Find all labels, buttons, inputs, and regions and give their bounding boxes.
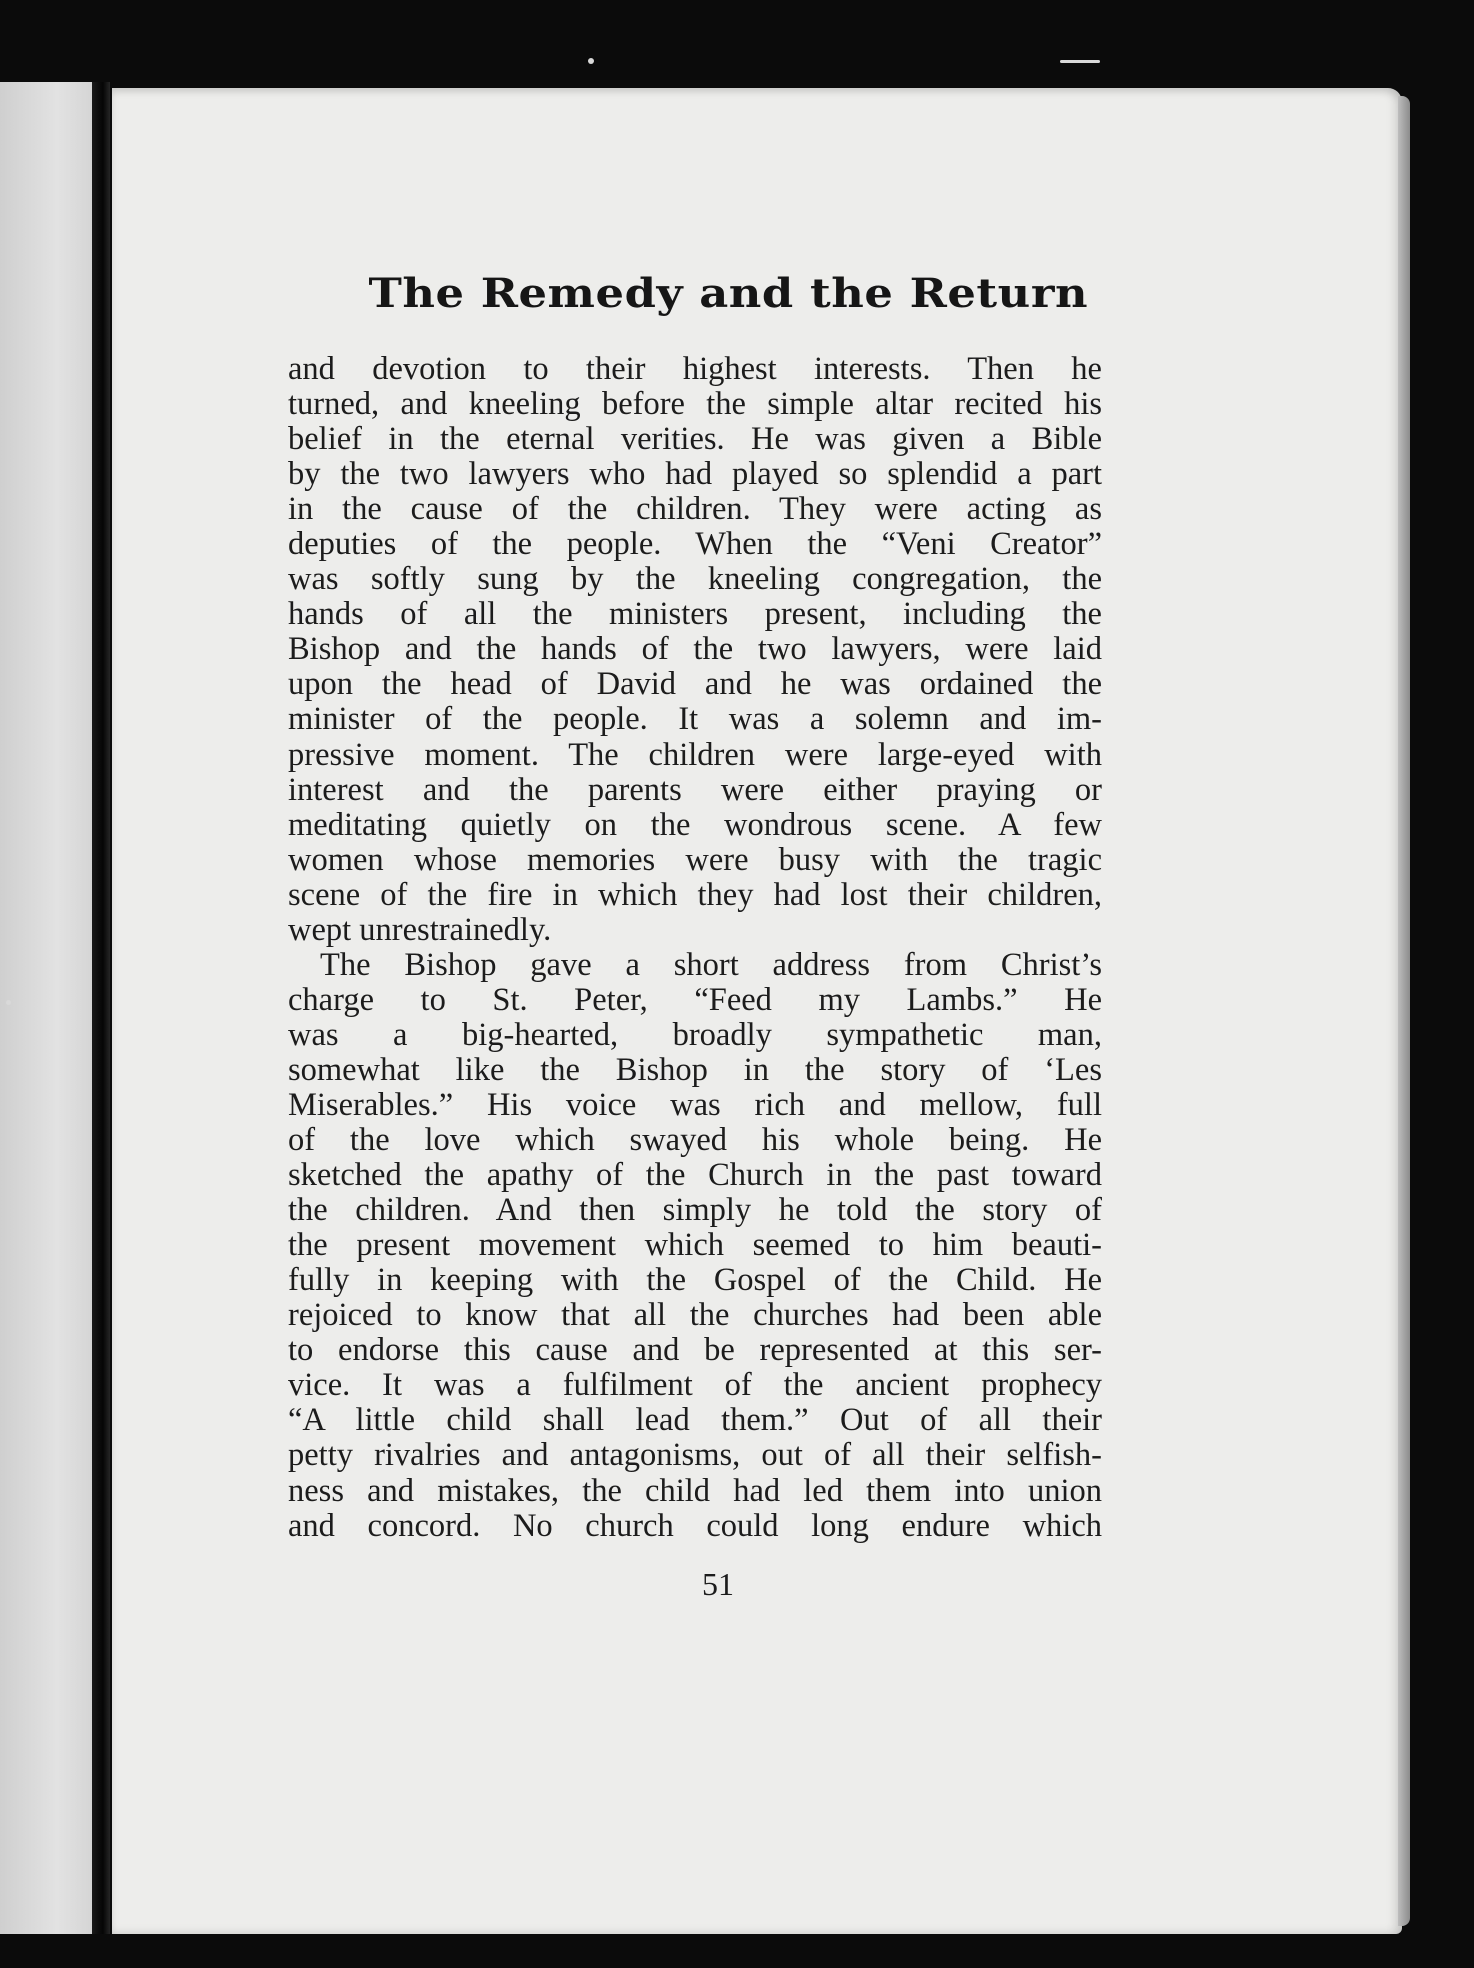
scan-speck (1060, 60, 1100, 63)
text-line: pressive moment. The children were large-eyed with (288, 736, 1102, 773)
text-line: in the cause of the children. They were acting as (288, 491, 1102, 528)
text-line: sketched the apathy of the Church in the past toward (288, 1157, 1102, 1194)
scan-speck (588, 58, 594, 64)
text-line: meditating quietly on the wondrous scene. A few (288, 806, 1102, 843)
text-line: the children. And then simply he told the story of (288, 1192, 1102, 1229)
text-line: and devotion to their highest interests. Then he (288, 351, 1102, 387)
text-line: belief in the eternal verities. He was given a Bible (288, 421, 1102, 458)
text-line: The Bishop gave a short address from Christ’s (320, 946, 1102, 983)
text-line: Miserables.” His voice was rich and mellow, full (288, 1086, 1102, 1123)
running-head (0, 270, 1474, 317)
text-line: rejoiced to know that all the churches had been able (288, 1297, 1102, 1334)
page-edge (1398, 96, 1410, 1926)
text-line: turned, and kneeling before the simple altar recited his (288, 386, 1102, 423)
text-line: hands of all the ministers present, including the (288, 596, 1102, 633)
text-line: minister of the people. It was a solemn and im- (288, 701, 1102, 738)
scan-speck (6, 1000, 11, 1005)
text-line: Bishop and the hands of the two lawyers, were laid (288, 631, 1102, 668)
text-line: the present movement which seemed to him beauti- (288, 1227, 1102, 1264)
text-line: upon the head of David and he was ordained the (288, 666, 1102, 703)
facing-page-edge (0, 82, 95, 1934)
running-head-text: The Remedy and the Return (368, 270, 1088, 317)
text-line: to endorse this cause and be represented at this ser- (288, 1332, 1102, 1369)
book-gutter (92, 82, 110, 1934)
text-line: vice. It was a fulfilment of the ancient prophecy (288, 1367, 1102, 1404)
text-line: somewhat like the Bishop in the story of ‘Les (288, 1051, 1102, 1088)
text-line: wept unrestrainedly. (288, 911, 552, 948)
text-line: fully in keeping with the Gospel of the Child. He (288, 1262, 1102, 1299)
text-line: petty rivalries and antagonisms, out of all their selfish- (288, 1437, 1102, 1474)
text-line: ness and mistakes, the child had led them into union (288, 1472, 1102, 1509)
page-number-text: 51 (702, 1566, 734, 1602)
body-text (288, 352, 1102, 1544)
text-line: charge to St. Peter, “Feed my Lambs.” He (288, 981, 1102, 1018)
text-line: by the two lawyers who had played so splendid a part (288, 456, 1102, 493)
text-line: deputies of the people. When the “Veni Creator” (288, 526, 1102, 563)
text-line: was softly sung by the kneeling congregation, the (288, 561, 1102, 598)
text-line: “A little child shall lead them.” Out of all their (288, 1402, 1102, 1439)
text-line: women whose memories were busy with the tragic (288, 841, 1102, 878)
page-number (0, 1566, 1474, 1603)
text-line: was a big-hearted, broadly sympathetic man, (288, 1016, 1102, 1053)
text-line: interest and the parents were either praying or (288, 771, 1102, 808)
text-line: scene of the fire in which they had lost their children, (288, 876, 1102, 913)
text-line: of the love which swayed his whole being. He (288, 1122, 1102, 1159)
text-line: and concord. No church could long endure which (288, 1507, 1102, 1544)
